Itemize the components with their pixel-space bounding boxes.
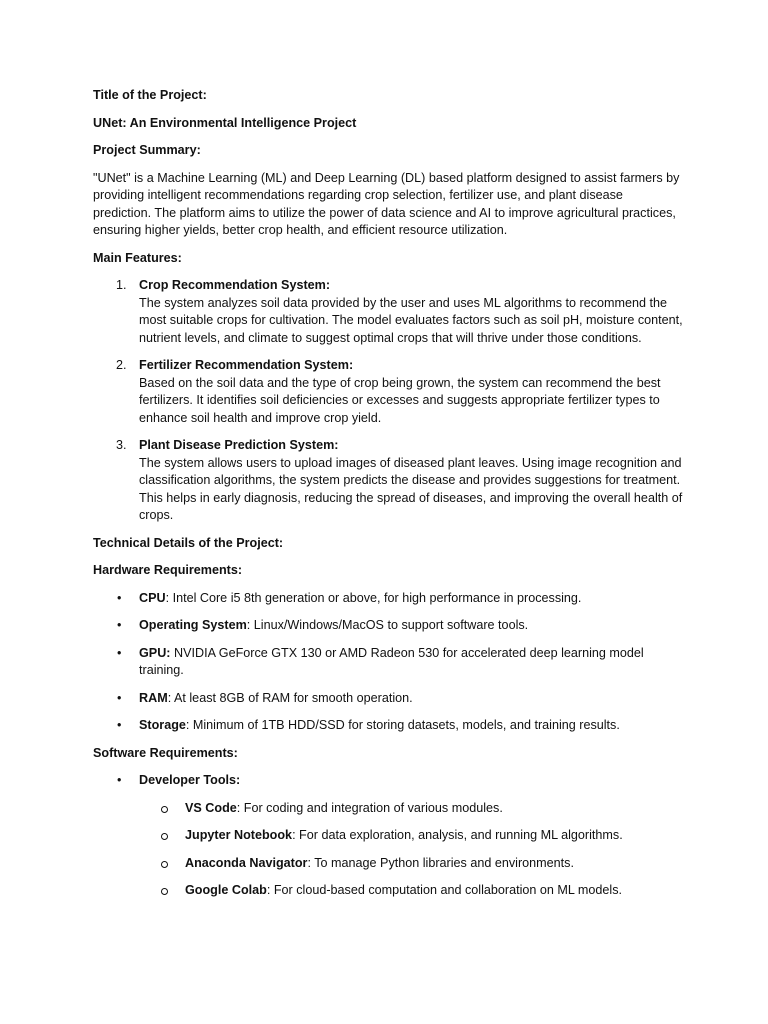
tool-item-jupyter [139, 827, 683, 845]
hardware-name: GPU: [139, 645, 171, 660]
software-category: Developer Tools: [139, 773, 241, 787]
tool-desc: : To manage Python libraries and environments. [307, 855, 574, 870]
document-body [93, 87, 683, 910]
feature-number: 1. [116, 278, 127, 292]
bullet-icon: • [117, 718, 122, 732]
feature-description: The system allows users to upload images of diseased plant leaves. Using image recognition and classification algorithms, the system predicts the disease and provides suggestions for treatment. This helps in early diagnosis, reducing the spread of diseases, and improving the overall health of crops. [139, 455, 683, 522]
hardware-desc: NVIDIA GeForce GTX 130 or AMD Radeon 530 for accelerated deep learning model training. [139, 645, 644, 677]
summary-heading: Project Summary: [93, 143, 201, 157]
feature-number: 3. [116, 438, 127, 452]
feature-item [93, 437, 683, 525]
feature-item [93, 277, 683, 347]
bullet-icon: • [117, 690, 122, 705]
title-label: Title of the Project: [93, 88, 207, 102]
tool-name: Google Colab [185, 883, 267, 897]
hollow-bullet-icon [161, 888, 168, 895]
hollow-bullet-icon [161, 806, 168, 813]
tool-item-colab [139, 882, 683, 900]
tool-name: Anaconda Navigator [185, 855, 308, 870]
technical-heading: Technical Details of the Project: [93, 535, 284, 550]
bullet-icon: • [117, 645, 122, 660]
software-list [93, 772, 683, 900]
tool-item-vscode [139, 800, 683, 818]
hardware-name: Storage [139, 718, 186, 732]
hardware-name: CPU [139, 590, 166, 605]
features-list [93, 277, 683, 525]
hardware-item-storage [93, 717, 683, 735]
hardware-item-os [93, 617, 683, 635]
feature-title: Plant Disease Prediction System: [139, 438, 339, 452]
feature-item [93, 357, 683, 427]
features-heading: Main Features: [93, 250, 182, 265]
feature-number: 2. [116, 358, 127, 372]
software-item-developer-tools [93, 772, 683, 900]
hardware-name: Operating System [139, 618, 247, 632]
hollow-bullet-icon [161, 861, 168, 868]
hardware-name: RAM [139, 690, 168, 705]
hardware-desc: : At least 8GB of RAM for smooth operation. [167, 690, 413, 705]
bullet-icon: • [117, 618, 122, 632]
feature-title: Fertilizer Recommendation System: [139, 358, 354, 372]
hardware-heading: Hardware Requirements: [93, 563, 243, 577]
hardware-desc: : Linux/Windows/MacOS to support software tools. [246, 618, 529, 632]
hardware-desc: : Intel Core i5 8th generation or above, for high performance in processing. [165, 590, 582, 605]
project-title: UNet: An Environmental Intelligence Project [93, 115, 357, 130]
feature-title: Crop Recommendation System: [139, 278, 331, 292]
bullet-icon: • [117, 590, 122, 605]
software-heading: Software Requirements: [93, 745, 238, 760]
hardware-list [93, 590, 683, 735]
tool-name: VS Code [185, 800, 237, 815]
feature-description: Based on the soil data and the type of crop being grown, the system can recommend the best fertilizers. It identifies soil deficiencies or excesses and suggests appropriate fertilizer types to enhance soil health and improve crop yield. [139, 375, 661, 425]
developer-tools-list [139, 800, 683, 900]
hollow-bullet-icon [161, 833, 168, 840]
hardware-item-gpu [93, 645, 683, 680]
tool-name: Jupyter Notebook [185, 828, 293, 842]
summary-paragraph: "UNet" is a Machine Learning (ML) and Deep Learning (DL) based platform designed to assist farmers by providing intelligent recommendations regarding crop selection, fertilizer use, and plant disease prediction. The platform aims to utilize the power of data science and AI to improve agricultural practices, ensuring higher yields, better crop health, and efficient resource utilization. [93, 170, 680, 237]
tool-item-anaconda [139, 855, 683, 873]
bullet-icon: • [117, 773, 122, 787]
hardware-item-cpu [93, 590, 683, 608]
feature-description: The system analyzes soil data provided by the user and uses ML algorithms to recommend the most suitable crops for cultivation. The model evaluates factors such as soil pH, moisture content, nutrient levels, and climate to suggest optimal crops that will thrive under those conditions. [139, 295, 683, 345]
hardware-desc: : Minimum of 1TB HDD/SSD for storing datasets, models, and training results. [185, 718, 620, 732]
tool-desc: : For cloud-based computation and collaboration on ML models. [266, 883, 623, 897]
hardware-item-ram [93, 690, 683, 708]
tool-desc: : For coding and integration of various modules. [236, 800, 503, 815]
tool-desc: : For data exploration, analysis, and running ML algorithms. [292, 828, 623, 842]
